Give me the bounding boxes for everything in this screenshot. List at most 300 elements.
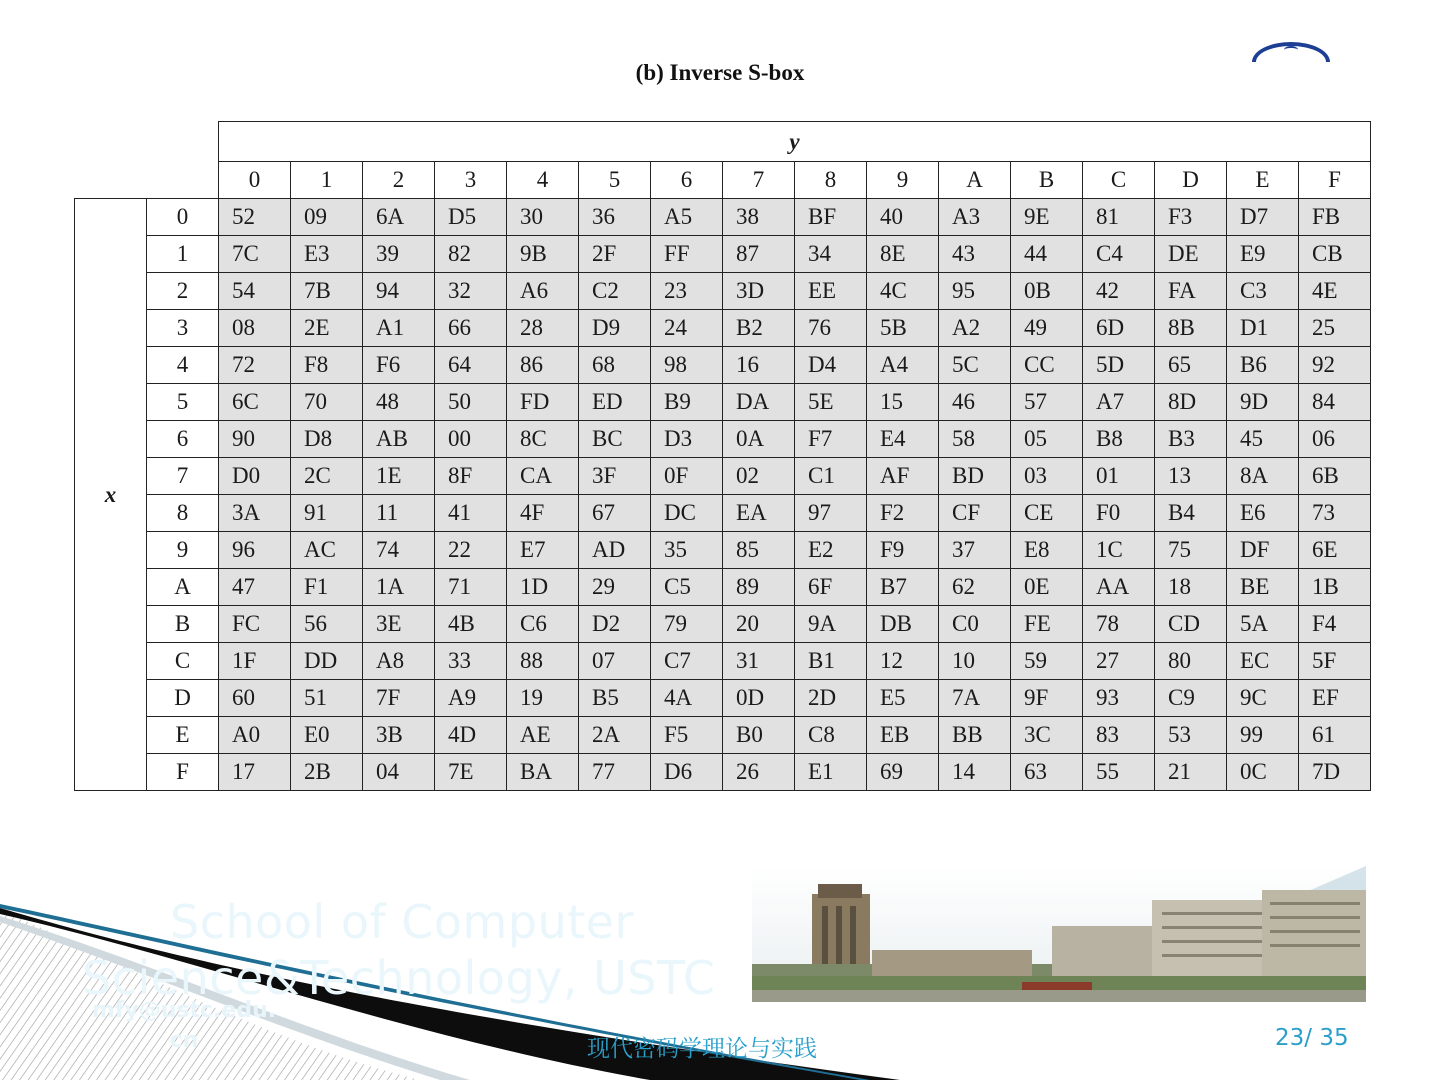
table-cell: 14 bbox=[939, 754, 1011, 791]
table-cell: A4 bbox=[867, 347, 939, 384]
table-cell: 09 bbox=[291, 199, 363, 236]
table-cell: C3 bbox=[1227, 273, 1299, 310]
table-cell: AD bbox=[579, 532, 651, 569]
school-name bbox=[82, 894, 782, 1006]
table-cell: 28 bbox=[507, 310, 579, 347]
table-row bbox=[75, 347, 1371, 384]
table-cell: AB bbox=[363, 421, 435, 458]
table-cell: AA bbox=[1083, 569, 1155, 606]
row-header: 7 bbox=[147, 458, 219, 495]
table-cell: 7B bbox=[291, 273, 363, 310]
corner-blank bbox=[75, 162, 219, 199]
table-cell: 10 bbox=[939, 643, 1011, 680]
table-cell: AF bbox=[867, 458, 939, 495]
table-cell: 86 bbox=[507, 347, 579, 384]
table-cell: A7 bbox=[1083, 384, 1155, 421]
table-cell: D5 bbox=[435, 199, 507, 236]
row-header: E bbox=[147, 717, 219, 754]
table-cell: 7A bbox=[939, 680, 1011, 717]
table-cell: 48 bbox=[363, 384, 435, 421]
table-cell: 4C bbox=[867, 273, 939, 310]
table-cell: DE bbox=[1155, 236, 1227, 273]
table-cell: 74 bbox=[363, 532, 435, 569]
table-cell: D4 bbox=[795, 347, 867, 384]
column-header: F bbox=[1299, 162, 1371, 199]
table-cell: 49 bbox=[1011, 310, 1083, 347]
university-logo bbox=[1248, 40, 1338, 62]
table-cell: 6D bbox=[1083, 310, 1155, 347]
table-cell: EB bbox=[867, 717, 939, 754]
table-cell: A1 bbox=[363, 310, 435, 347]
table-cell: B0 bbox=[723, 717, 795, 754]
table-cell: 38 bbox=[723, 199, 795, 236]
inverse-sbox-table bbox=[74, 121, 1371, 791]
table-cell: C7 bbox=[651, 643, 723, 680]
table-cell: 25 bbox=[1299, 310, 1371, 347]
table-cell: 75 bbox=[1155, 532, 1227, 569]
column-header: A bbox=[939, 162, 1011, 199]
table-cell: 1D bbox=[507, 569, 579, 606]
table-cell: 2D bbox=[795, 680, 867, 717]
corner-blank bbox=[75, 122, 219, 162]
table-cell: BD bbox=[939, 458, 1011, 495]
table-cell: 45 bbox=[1227, 421, 1299, 458]
table-cell: 7F bbox=[363, 680, 435, 717]
table-cell: 3C bbox=[1011, 717, 1083, 754]
page-number: 23/ 35 bbox=[1275, 1025, 1349, 1051]
table-cell: 13 bbox=[1155, 458, 1227, 495]
table-cell: 72 bbox=[219, 347, 291, 384]
table-cell: 43 bbox=[939, 236, 1011, 273]
table-cell: 3F bbox=[579, 458, 651, 495]
table-cell: DB bbox=[867, 606, 939, 643]
table-cell: D8 bbox=[291, 421, 363, 458]
table-cell: F3 bbox=[1155, 199, 1227, 236]
table-row bbox=[75, 532, 1371, 569]
table-cell: B6 bbox=[1227, 347, 1299, 384]
table-cell: FD bbox=[507, 384, 579, 421]
table-row bbox=[75, 458, 1371, 495]
table-cell: 71 bbox=[435, 569, 507, 606]
table-cell: EA bbox=[723, 495, 795, 532]
y-axis-label: y bbox=[219, 122, 1371, 162]
table-cell: 59 bbox=[1011, 643, 1083, 680]
table-cell: 7E bbox=[435, 754, 507, 791]
table-cell: 97 bbox=[795, 495, 867, 532]
table-cell: 9D bbox=[1227, 384, 1299, 421]
table-cell: 23 bbox=[651, 273, 723, 310]
table-cell: 06 bbox=[1299, 421, 1371, 458]
table-cell: E6 bbox=[1227, 495, 1299, 532]
table-cell: 9C bbox=[1227, 680, 1299, 717]
table-cell: F1 bbox=[291, 569, 363, 606]
table-cell: FE bbox=[1011, 606, 1083, 643]
table-cell: 9A bbox=[795, 606, 867, 643]
table-cell: 90 bbox=[219, 421, 291, 458]
row-header: F bbox=[147, 754, 219, 791]
school-name-line1: School of Computer bbox=[170, 895, 634, 949]
table-row bbox=[75, 606, 1371, 643]
table-cell: 5C bbox=[939, 347, 1011, 384]
table-cell: 0E bbox=[1011, 569, 1083, 606]
table-cell: 66 bbox=[435, 310, 507, 347]
table-cell: F2 bbox=[867, 495, 939, 532]
table-cell: 01 bbox=[1083, 458, 1155, 495]
table-cell: 79 bbox=[651, 606, 723, 643]
table-row bbox=[75, 384, 1371, 421]
table-row bbox=[75, 569, 1371, 606]
table-cell: 41 bbox=[435, 495, 507, 532]
table-cell: 55 bbox=[1083, 754, 1155, 791]
table-cell: BF bbox=[795, 199, 867, 236]
table-cell: DD bbox=[291, 643, 363, 680]
table-cell: 52 bbox=[219, 199, 291, 236]
table-cell: D2 bbox=[579, 606, 651, 643]
table-cell: 5A bbox=[1227, 606, 1299, 643]
table-cell: 1E bbox=[363, 458, 435, 495]
table-cell: E2 bbox=[795, 532, 867, 569]
table-cell: 8A bbox=[1227, 458, 1299, 495]
table-cell: 57 bbox=[1011, 384, 1083, 421]
column-header: 2 bbox=[363, 162, 435, 199]
y-label-row bbox=[75, 122, 1371, 162]
table-cell: 40 bbox=[867, 199, 939, 236]
table-cell: DA bbox=[723, 384, 795, 421]
table-cell: 85 bbox=[723, 532, 795, 569]
table-cell: 4F bbox=[507, 495, 579, 532]
table-cell: 56 bbox=[291, 606, 363, 643]
table-cell: C1 bbox=[795, 458, 867, 495]
row-header: 3 bbox=[147, 310, 219, 347]
table-cell: 4B bbox=[435, 606, 507, 643]
table-cell: CC bbox=[1011, 347, 1083, 384]
table-cell: 3B bbox=[363, 717, 435, 754]
table-cell: 0C bbox=[1227, 754, 1299, 791]
table-cell: 78 bbox=[1083, 606, 1155, 643]
table-cell: 67 bbox=[579, 495, 651, 532]
table-cell: A3 bbox=[939, 199, 1011, 236]
table-cell: 64 bbox=[435, 347, 507, 384]
row-header: D bbox=[147, 680, 219, 717]
table-row bbox=[75, 236, 1371, 273]
row-header: 5 bbox=[147, 384, 219, 421]
table-cell: D6 bbox=[651, 754, 723, 791]
table-cell: 98 bbox=[651, 347, 723, 384]
table-cell: B1 bbox=[795, 643, 867, 680]
table-cell: A6 bbox=[507, 273, 579, 310]
row-header: 8 bbox=[147, 495, 219, 532]
table-cell: 8E bbox=[867, 236, 939, 273]
table-cell: 76 bbox=[795, 310, 867, 347]
table-cell: 4E bbox=[1299, 273, 1371, 310]
table-cell: 94 bbox=[363, 273, 435, 310]
table-cell: C9 bbox=[1155, 680, 1227, 717]
column-header: E bbox=[1227, 162, 1299, 199]
table-cell: FC bbox=[219, 606, 291, 643]
table-cell: A9 bbox=[435, 680, 507, 717]
table-cell: 11 bbox=[363, 495, 435, 532]
table-row bbox=[75, 754, 1371, 791]
table-cell: F7 bbox=[795, 421, 867, 458]
table-cell: 00 bbox=[435, 421, 507, 458]
table-row bbox=[75, 421, 1371, 458]
table-cell: ED bbox=[579, 384, 651, 421]
table-cell: 95 bbox=[939, 273, 1011, 310]
table-cell: 0D bbox=[723, 680, 795, 717]
table-cell: EE bbox=[795, 273, 867, 310]
table-cell: CB bbox=[1299, 236, 1371, 273]
table-cell: 1C bbox=[1083, 532, 1155, 569]
column-header: 0 bbox=[219, 162, 291, 199]
table-cell: EC bbox=[1227, 643, 1299, 680]
table-cell: 60 bbox=[219, 680, 291, 717]
table-cell: F6 bbox=[363, 347, 435, 384]
row-header: 0 bbox=[147, 199, 219, 236]
table-cell: 62 bbox=[939, 569, 1011, 606]
table-cell: 81 bbox=[1083, 199, 1155, 236]
table-cell: 68 bbox=[579, 347, 651, 384]
table-row bbox=[75, 495, 1371, 532]
table-cell: 32 bbox=[435, 273, 507, 310]
table-cell: 7C bbox=[219, 236, 291, 273]
table-cell: 3D bbox=[723, 273, 795, 310]
column-header: 5 bbox=[579, 162, 651, 199]
table-row bbox=[75, 643, 1371, 680]
table-row bbox=[75, 310, 1371, 347]
table-cell: 83 bbox=[1083, 717, 1155, 754]
table-cell: 69 bbox=[867, 754, 939, 791]
table-cell: 73 bbox=[1299, 495, 1371, 532]
table-cell: CF bbox=[939, 495, 1011, 532]
table-cell: 99 bbox=[1227, 717, 1299, 754]
table-cell: 88 bbox=[507, 643, 579, 680]
table-cell: B4 bbox=[1155, 495, 1227, 532]
table-cell: 77 bbox=[579, 754, 651, 791]
table-cell: 93 bbox=[1083, 680, 1155, 717]
row-header: 2 bbox=[147, 273, 219, 310]
table-cell: 02 bbox=[723, 458, 795, 495]
table-cell: 6E bbox=[1299, 532, 1371, 569]
table-cell: BA bbox=[507, 754, 579, 791]
table-cell: 21 bbox=[1155, 754, 1227, 791]
row-header: 9 bbox=[147, 532, 219, 569]
row-header: 1 bbox=[147, 236, 219, 273]
x-axis-label: x bbox=[75, 199, 147, 791]
table-cell: A5 bbox=[651, 199, 723, 236]
table-cell: 9B bbox=[507, 236, 579, 273]
table-cell: E9 bbox=[1227, 236, 1299, 273]
table-title: (b) Inverse S-box bbox=[635, 60, 805, 85]
column-header: D bbox=[1155, 162, 1227, 199]
table-cell: B8 bbox=[1083, 421, 1155, 458]
table-cell: F4 bbox=[1299, 606, 1371, 643]
table-cell: 05 bbox=[1011, 421, 1083, 458]
table-cell: 4A bbox=[651, 680, 723, 717]
table-cell: 0F bbox=[651, 458, 723, 495]
table-cell: 8B bbox=[1155, 310, 1227, 347]
column-header: B bbox=[1011, 162, 1083, 199]
table-cell: 04 bbox=[363, 754, 435, 791]
table-cell: 27 bbox=[1083, 643, 1155, 680]
table-cell: B7 bbox=[867, 569, 939, 606]
table-cell: C4 bbox=[1083, 236, 1155, 273]
table-cell: 87 bbox=[723, 236, 795, 273]
table-row bbox=[75, 717, 1371, 754]
table-row bbox=[75, 273, 1371, 310]
column-header: 6 bbox=[651, 162, 723, 199]
table-cell: 70 bbox=[291, 384, 363, 421]
table-cell: 17 bbox=[219, 754, 291, 791]
logo-mark-icon bbox=[1284, 46, 1298, 54]
table-cell: 46 bbox=[939, 384, 1011, 421]
table-cell: 8F bbox=[435, 458, 507, 495]
table-cell: 26 bbox=[723, 754, 795, 791]
table-cell: 9F bbox=[1011, 680, 1083, 717]
table-cell: AC bbox=[291, 532, 363, 569]
column-header: 8 bbox=[795, 162, 867, 199]
column-header: 3 bbox=[435, 162, 507, 199]
table-cell: 80 bbox=[1155, 643, 1227, 680]
table-cell: CD bbox=[1155, 606, 1227, 643]
table-cell: 36 bbox=[579, 199, 651, 236]
table-cell: 6B bbox=[1299, 458, 1371, 495]
table-cell: D9 bbox=[579, 310, 651, 347]
table-cell: D0 bbox=[219, 458, 291, 495]
table-cell: 84 bbox=[1299, 384, 1371, 421]
table-cell: CA bbox=[507, 458, 579, 495]
table-cell: 0B bbox=[1011, 273, 1083, 310]
table-cell: 58 bbox=[939, 421, 1011, 458]
table-cell: C6 bbox=[507, 606, 579, 643]
table-cell: 33 bbox=[435, 643, 507, 680]
table-cell: 4D bbox=[435, 717, 507, 754]
table-cell: 5F bbox=[1299, 643, 1371, 680]
column-header: C bbox=[1083, 162, 1155, 199]
table-cell: BC bbox=[579, 421, 651, 458]
table-cell: 6A bbox=[363, 199, 435, 236]
table-cell: 35 bbox=[651, 532, 723, 569]
table-cell: 1B bbox=[1299, 569, 1371, 606]
table-cell: 2E bbox=[291, 310, 363, 347]
table-cell: 2F bbox=[579, 236, 651, 273]
table-cell: D1 bbox=[1227, 310, 1299, 347]
table-cell: C2 bbox=[579, 273, 651, 310]
table-cell: FA bbox=[1155, 273, 1227, 310]
table-cell: 61 bbox=[1299, 717, 1371, 754]
table-cell: 44 bbox=[1011, 236, 1083, 273]
table-cell: CE bbox=[1011, 495, 1083, 532]
row-header: C bbox=[147, 643, 219, 680]
column-header: 4 bbox=[507, 162, 579, 199]
table-cell: EF bbox=[1299, 680, 1371, 717]
course-title: 现代密码学理论与实践 bbox=[587, 1036, 817, 1062]
table-cell: 29 bbox=[579, 569, 651, 606]
table-cell: 12 bbox=[867, 643, 939, 680]
table-cell: 6C bbox=[219, 384, 291, 421]
table-cell: 63 bbox=[1011, 754, 1083, 791]
campus-photo bbox=[752, 866, 1366, 1002]
table-cell: 5B bbox=[867, 310, 939, 347]
table-cell: 91 bbox=[291, 495, 363, 532]
row-header: A bbox=[147, 569, 219, 606]
contact-email-line1: mfy@ustc.edu. bbox=[91, 998, 277, 1023]
table-cell: B9 bbox=[651, 384, 723, 421]
table-cell: 07 bbox=[579, 643, 651, 680]
table-cell: E5 bbox=[867, 680, 939, 717]
table-cell: FB bbox=[1299, 199, 1371, 236]
table-cell: E8 bbox=[1011, 532, 1083, 569]
table-cell: BE bbox=[1227, 569, 1299, 606]
table-cell: 51 bbox=[291, 680, 363, 717]
table-cell: BB bbox=[939, 717, 1011, 754]
school-name-line2: Science&Technology, USTC bbox=[82, 951, 716, 1005]
table-cell: A8 bbox=[363, 643, 435, 680]
table-cell: 24 bbox=[651, 310, 723, 347]
table-cell: 20 bbox=[723, 606, 795, 643]
table-cell: DF bbox=[1227, 532, 1299, 569]
table-cell: 2A bbox=[579, 717, 651, 754]
table-cell: 34 bbox=[795, 236, 867, 273]
table-cell: 9E bbox=[1011, 199, 1083, 236]
table-cell: 3E bbox=[363, 606, 435, 643]
table-cell: 2C bbox=[291, 458, 363, 495]
table-cell: 18 bbox=[1155, 569, 1227, 606]
table-cell: B5 bbox=[579, 680, 651, 717]
contact-email-line2: cn bbox=[169, 1028, 199, 1053]
table-cell: E4 bbox=[867, 421, 939, 458]
table-cell: 03 bbox=[1011, 458, 1083, 495]
table-cell: 42 bbox=[1083, 273, 1155, 310]
table-cell: 65 bbox=[1155, 347, 1227, 384]
table-cell: 53 bbox=[1155, 717, 1227, 754]
row-header: B bbox=[147, 606, 219, 643]
table-cell: D7 bbox=[1227, 199, 1299, 236]
table-cell: DC bbox=[651, 495, 723, 532]
table-cell: F8 bbox=[291, 347, 363, 384]
table-cell: F5 bbox=[651, 717, 723, 754]
table-cell: 82 bbox=[435, 236, 507, 273]
table-row bbox=[75, 680, 1371, 717]
table-cell: D3 bbox=[651, 421, 723, 458]
table-cell: 89 bbox=[723, 569, 795, 606]
table-cell: 15 bbox=[867, 384, 939, 421]
table-cell: 1F bbox=[219, 643, 291, 680]
table-cell: 47 bbox=[219, 569, 291, 606]
table-cell: F0 bbox=[1083, 495, 1155, 532]
table-cell: 08 bbox=[219, 310, 291, 347]
table-cell: 19 bbox=[507, 680, 579, 717]
column-header: 7 bbox=[723, 162, 795, 199]
table-cell: E0 bbox=[291, 717, 363, 754]
column-header: 9 bbox=[867, 162, 939, 199]
table-cell: 5E bbox=[795, 384, 867, 421]
table-cell: 31 bbox=[723, 643, 795, 680]
table-cell: E3 bbox=[291, 236, 363, 273]
table-cell: A0 bbox=[219, 717, 291, 754]
table-cell: 39 bbox=[363, 236, 435, 273]
table-cell: 50 bbox=[435, 384, 507, 421]
table-cell: 2B bbox=[291, 754, 363, 791]
column-header-row bbox=[75, 162, 1371, 199]
table-cell: 5D bbox=[1083, 347, 1155, 384]
table-cell: 22 bbox=[435, 532, 507, 569]
table-cell: C5 bbox=[651, 569, 723, 606]
column-header: 1 bbox=[291, 162, 363, 199]
table-cell: 6F bbox=[795, 569, 867, 606]
table-cell: 0A bbox=[723, 421, 795, 458]
table-cell: B3 bbox=[1155, 421, 1227, 458]
row-header: 6 bbox=[147, 421, 219, 458]
